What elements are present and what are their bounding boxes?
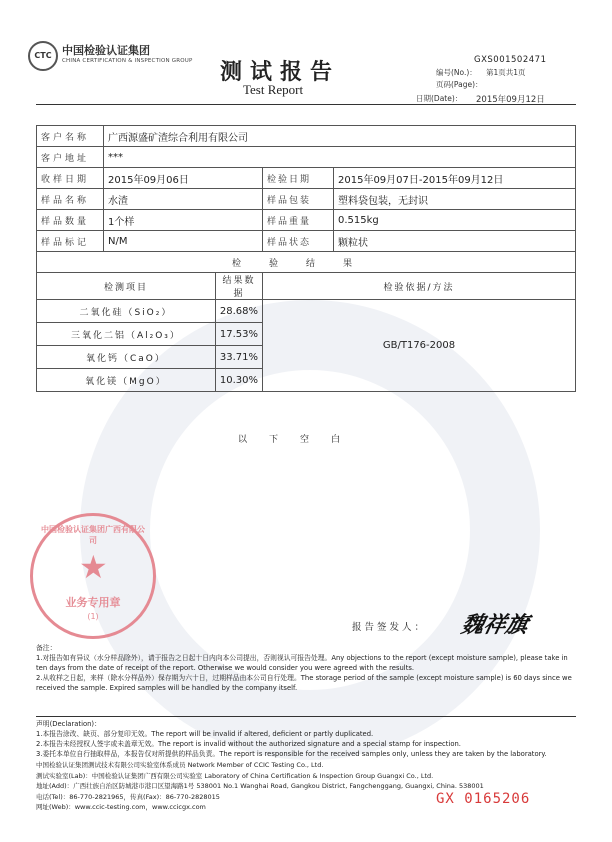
- report-title-en: Test Report: [243, 82, 304, 97]
- sample-state: 颗粒状: [334, 231, 576, 252]
- result-value: 28.68%: [215, 300, 262, 323]
- test-date-label: 检验日期: [263, 168, 334, 189]
- sample-mark: N/M: [104, 231, 263, 252]
- sample-name: 水渣: [104, 189, 263, 210]
- result-value: 33.71%: [215, 346, 262, 369]
- result-item: 氧化镁（MgO）: [37, 369, 215, 392]
- sample-weight-label: 样品重量: [263, 210, 334, 231]
- declaration-title: 声明(Declaration)：: [36, 720, 101, 728]
- declaration-line: 3.委托本单位自行抽取样品，本报告仅对所提供的样品负责。The report is responsible for the received samples only, unless they are taken by the laboratory.: [36, 750, 547, 758]
- page-label: 页码(Page)：: [436, 80, 483, 89]
- remarks-title: 备注：: [36, 644, 57, 652]
- sample-package-label: 样品包装: [263, 189, 334, 210]
- sample-package: 塑料袋包装，无封识: [334, 189, 576, 210]
- client-address: ***: [104, 147, 576, 168]
- receive-date-label: 收样日期: [37, 168, 104, 189]
- test-date: 2015年09月07日-2015年09月12日: [334, 168, 576, 189]
- signer-label: 报告签发人：: [352, 622, 428, 633]
- blank-below-note: 以下空白: [238, 435, 363, 445]
- footer-tel: 电话(Tel)：86-770-2821965，传真(Fax)：86-770-2828015: [36, 792, 220, 801]
- remarks-line: 2.从收样之日起，来样（除水分样品外）保存期为六十日，过期样品由本公司自行处理。The storage period of the sample (except moisture sample) is 60 days since we received the sample. Expired samples will be handled by the company itself.: [36, 674, 572, 692]
- col-header-value: 结果数据: [222, 276, 256, 299]
- col-header-item: 检测项目: [37, 273, 216, 299]
- serial-number: GX 0165206: [436, 791, 531, 807]
- client-address-label: 客户地址: [37, 147, 104, 168]
- result-item: 二氧化硅（SiO₂）: [37, 300, 215, 323]
- sample-state-label: 样品状态: [263, 231, 334, 252]
- brand-name-cn: 中国检验认证集团: [62, 44, 150, 57]
- date-label: 日期(Date)：: [416, 94, 463, 103]
- declaration: [36, 719, 576, 759]
- official-stamp: [30, 513, 156, 639]
- page-value: 第1页共1页: [486, 68, 526, 77]
- result-value: 17.53%: [215, 323, 262, 346]
- client-name-label: 客户名称: [37, 126, 104, 147]
- no-label: 编号(No.)：: [436, 68, 477, 77]
- footer-lab: 测试实验室(Lab)：中国检验认证集团广西有限公司实验室 Laboratory of China Certification & Inspection Group Guangxi Co., Ltd.: [36, 771, 434, 780]
- report-number: GXS001502471: [474, 55, 547, 65]
- receive-date: 2015年09月06日: [104, 168, 263, 189]
- stamp-middle-text: 业务专用章: [65, 596, 121, 609]
- report-table: [36, 125, 576, 392]
- signer-signature: 魏祥旗: [458, 612, 531, 638]
- result-item: 氧化钙（CaO）: [37, 346, 215, 369]
- header-rule: [36, 104, 576, 105]
- brand-name-en: CHINA CERTIFICATION & INSPECTION GROUP: [62, 58, 193, 64]
- remarks: [36, 643, 576, 693]
- test-method: GB/T176-2008: [263, 300, 576, 392]
- result-value: 10.30%: [219, 374, 258, 386]
- sample-qty: 1个样: [104, 210, 263, 231]
- stamp-number: (1): [87, 612, 99, 621]
- stamp-star-icon: ★: [79, 548, 108, 586]
- declaration-rule: [36, 716, 576, 717]
- report-title-cn: 测试报告: [220, 59, 341, 85]
- remarks-line: 1.对报告如有异议（水分样品除外），请于报告之日起十日内向本公司提出，否则视认可报告处理。Any objections to the report (except moisture sample), please take in ten days from the date of receipt of the report. Otherwise we would consider you were agreed with the results.: [36, 654, 568, 672]
- footer-member: 中国检验认证集团测试技术有限公司实验室体系成员 Network Member of CCIC Testing Co., Ltd.: [36, 761, 324, 769]
- col-header-method: 检验依据/方法: [263, 273, 576, 300]
- sample-name-label: 样品名称: [37, 189, 104, 210]
- footer-web: 网址(Web)：www.ccic-testing.com，www.ccicgx.com: [36, 803, 206, 811]
- date-value: 2015年09月12日: [476, 95, 545, 105]
- declaration-line: 2.本报告未经授权人签字或未盖章无效。The report is invalid without the authorized signature and a special stamp for inspection.: [36, 740, 461, 748]
- stamp-ring-text: 中国检验认证集团广西有限公司: [41, 525, 145, 545]
- sample-mark-label: 样品标记: [37, 231, 104, 252]
- footer-address: 地址(Add)：广西壮族自治区防城港市港口区望海路1号 538001 No.1 Wanghai Road, Gangkou District, Fangchenggang, Guangxi, China. 538001: [36, 782, 484, 790]
- sample-weight: 0.515kg: [334, 210, 576, 231]
- client-name: 广西源盛矿渣综合利用有限公司: [104, 126, 576, 147]
- sample-qty-label: 样品数量: [37, 210, 104, 231]
- declaration-line: 1.本报告涂改、缺页、部分复印无效。The report will be invalid if altered, deficient or partly duplicated.: [36, 730, 374, 738]
- results-section-title: 检验结果: [37, 252, 576, 273]
- result-item: 三氧化二铝（Al₂O₃）: [37, 323, 215, 346]
- ccic-logo: CTC: [28, 41, 58, 71]
